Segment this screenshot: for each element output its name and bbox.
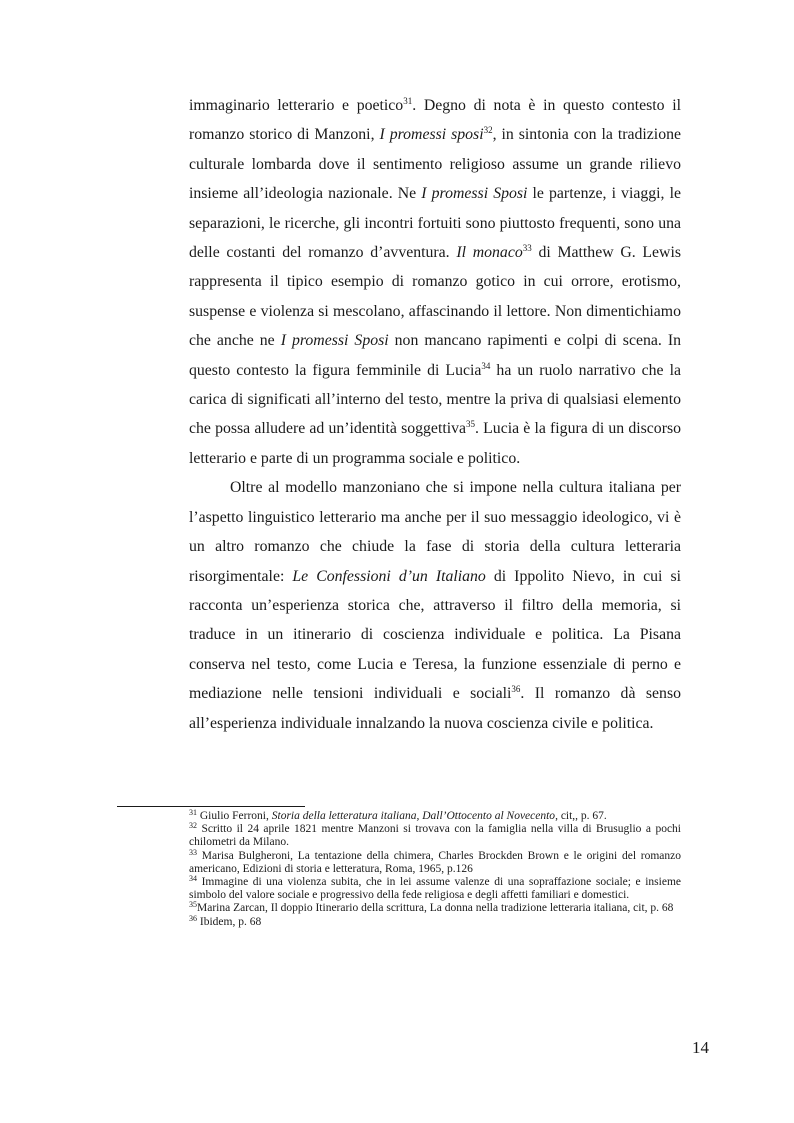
text-run: . Degno di nota è in questo contesto il romanzo storico di Manzoni, <box>189 97 681 144</box>
footnote-ref: 32 <box>189 821 197 831</box>
italic-title: Storia della letteratura italiana, Dall’Ottocento al Novecento <box>271 810 556 822</box>
footnote-32 <box>189 823 681 849</box>
text-run: Giulio Ferroni, <box>197 810 272 822</box>
italic-title: I promessi sposi <box>379 126 484 144</box>
text-run: Ibidem, p. 68 <box>197 915 262 928</box>
footnote-ref: 31 <box>403 96 413 106</box>
footnote-separator <box>117 806 305 807</box>
footnote-35 <box>189 902 681 915</box>
text-run: . Lucia è la figura di un discorso letterario e parte di un programma sociale e politico. <box>189 420 681 467</box>
footnotes <box>189 810 681 929</box>
text-run: non mancano rapimenti e colpi di scena. In questo contesto la figura femminile di Lucia <box>189 332 682 379</box>
footnote-ref: 33 <box>189 847 197 857</box>
footnote-ref: 36 <box>511 684 521 695</box>
text-run: ha un ruolo narrativo che la carica di significati all’interno del testo, mentre la priva di qualsiasi elemento che possa alludere ad un’identità soggettiva <box>189 361 681 438</box>
text-run: Oltre al modello manzoniano che si impone nella cultura italiana per l’aspetto linguistico letterario ma anche per il suo messaggio ideologico, vi è un altro romanzo che chiude la fase di storia della cultura letteraria risorgimentale: <box>189 479 681 585</box>
text-run: immaginario letterario e poetico <box>189 97 404 114</box>
text-run: , cit,, p. 67. <box>555 810 607 822</box>
body-text <box>189 91 681 738</box>
italic-title: I promessi Sposi <box>280 332 389 350</box>
footnote-ref: 34 <box>189 874 197 884</box>
text-run: le partenze, i viaggi, le separazioni, le ricerche, gli incontri fortuiti sono piuttosto frequenti, sono una delle costanti del romanzo d’avventura. <box>189 185 681 262</box>
text-run: Scritto il 24 aprile 1821 mentre Manzoni si trovava con la famiglia nella villa di Brusuglio a pochi chilometri da Milano. <box>189 823 681 849</box>
italic-title: Le Confessioni d’un Italiano <box>292 567 486 585</box>
paragraph-1 <box>189 91 681 473</box>
footnote-33 <box>189 847 681 876</box>
italic-title: Il monaco <box>456 244 523 262</box>
text-run: Marina Zarcan, Il doppio Itinerario della scrittura, La donna nella tradizione letteraria italiana, cit, p. 68 <box>197 902 674 915</box>
page-number: 14 <box>692 1038 709 1057</box>
text-run: di Ippolito Nievo, in cui si racconta un’esperienza storica che, attraverso il filtro della memoria, si traduce in un itinerario di coscienza individuale e politica. La Pisana conserva nel testo, come Lucia e Teresa, la funzione essenziale di perno e mediazione nelle tensioni individuali e sociali <box>189 567 681 703</box>
footnote-34 <box>189 876 681 902</box>
footnote-36 <box>189 913 681 929</box>
footnote-ref: 35 <box>189 900 197 910</box>
footnote-31 <box>189 810 681 823</box>
italic-title: I promessi Sposi <box>421 185 528 203</box>
footnote-ref: 36 <box>189 913 197 923</box>
footnote-ref: 34 <box>481 360 491 371</box>
footnote-ref: 32 <box>483 125 493 136</box>
text-run: di Matthew G. Lewis rappresenta il tipico esempio di romanzo gotico in cui orrore, erotismo, suspense e violenza si mescolano, affascinando il lettore. Non dimentichiamo che anche ne <box>189 244 682 350</box>
footnote-ref: 33 <box>522 243 532 254</box>
footnote-ref: 35 <box>466 419 476 430</box>
text-run: , in sintonia con la tradizione culturale lombarda dove il sentimento religioso assume un grande rilievo insieme all’ideologia nazionale. Ne <box>189 126 682 203</box>
text-run: . Il romanzo dà senso all’esperienza individuale innalzando la nuova coscienza civile e politica. <box>189 685 681 732</box>
text-run: Marisa Bulgheroni, La tentazione della chimera, Charles Brockden Brown e le origini del romanzo americano, Edizioni di storia e letteratura, Roma, 1965, p.126 <box>189 849 681 875</box>
footnote-ref: 31 <box>189 808 197 817</box>
text-run: Immagine di una violenza subita, che in lei assume valenze di una sopraffazione sociale; e insieme simbolo del valore sociale e progressivo della fede religiosa e degli affetti familiari e domestici. <box>189 876 681 902</box>
paragraph-2 <box>189 473 681 738</box>
